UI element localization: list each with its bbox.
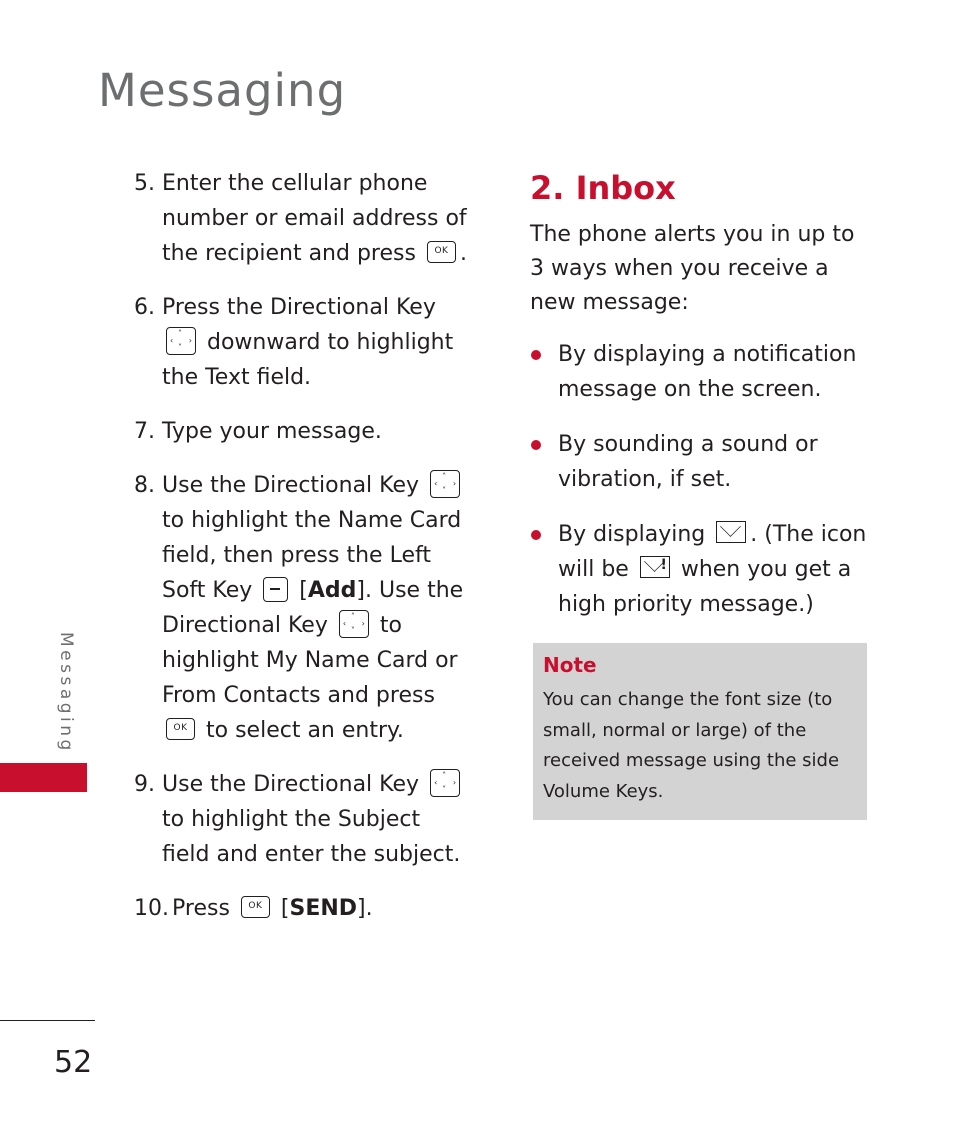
bullet-text: when you get a high priority message.) (558, 557, 852, 617)
step-text: Use the Directional Key (162, 772, 420, 797)
directional-key-icon: ˄ ˅ ‹ › (430, 769, 460, 797)
bullet-dot-icon (531, 350, 541, 360)
note-text: You can change the font size (to small, normal or large) of the received message using the side Volume Keys. (543, 689, 840, 802)
directional-key-icon: ˄ ˅ ‹ › (339, 610, 369, 638)
step-number: 5. (134, 171, 155, 196)
bullet-item (530, 517, 870, 622)
step-text: Enter the cellular phone number or email address of the recipient and press (162, 171, 467, 266)
step-number: 10. (134, 896, 169, 921)
steps-list (134, 166, 474, 945)
add-label: Add (307, 578, 357, 603)
directional-key-icon: ˄ ˅ ‹ › (430, 470, 460, 498)
bullet-text: By displaying a notification message on the screen. (558, 342, 857, 402)
bullet-text: By displaying (558, 522, 706, 547)
step-10 (134, 891, 474, 926)
section-intro: The phone alerts you in up to 3 ways when you receive a new message: (530, 222, 855, 315)
step-number: 8. (134, 473, 155, 498)
step-5 (134, 166, 474, 271)
page-title: Messaging (98, 64, 347, 117)
page-number: 52 (54, 1045, 93, 1080)
side-tab-label: Messaging (56, 632, 76, 754)
send-label: SEND (289, 896, 358, 921)
section-heading: 2. Inbox (530, 169, 676, 207)
side-tab-marker (0, 763, 87, 792)
bullet-item (530, 427, 870, 497)
step-9 (134, 767, 474, 872)
step-text: downward to highlight the Text field. (162, 330, 454, 390)
page-number-rule (0, 1020, 95, 1021)
ok-key-icon: OK (427, 241, 456, 263)
bullet-item (530, 337, 870, 407)
step-text: to highlight the Subject field and enter the subject. (162, 807, 461, 867)
priority-envelope-icon: ! (640, 556, 670, 578)
step-text: Press (172, 896, 230, 921)
bullet-dot-icon (531, 440, 541, 450)
bracket: ]. (357, 896, 373, 921)
step-6 (134, 290, 474, 395)
ok-key-icon: OK (241, 896, 270, 918)
step-text: to highlight My Name Card or From Contacts and press (162, 613, 458, 708)
directional-key-icon: ˄ ˅ ‹ › (166, 327, 196, 355)
step-number: 9. (134, 772, 155, 797)
step-text: Type your message. (162, 419, 382, 444)
step-8 (134, 468, 474, 748)
bullet-text: By sounding a sound or vibration, if set. (558, 432, 818, 492)
note-box (533, 643, 867, 820)
step-text: . (459, 241, 467, 266)
step-number: 6. (134, 295, 155, 320)
step-7 (134, 414, 474, 449)
step-text: to highlight the Name Card field, then press the Left Soft Key (162, 508, 462, 603)
step-number: 7. (134, 419, 155, 444)
left-soft-key-icon (263, 577, 288, 602)
inbox-section (530, 166, 870, 642)
bracket: [ (299, 578, 308, 603)
note-title: Note (543, 653, 597, 677)
step-text: ]. Use the Directional Key (162, 578, 464, 638)
step-text: to select an entry. (206, 718, 404, 743)
ok-key-icon: OK (166, 718, 195, 740)
bullet-dot-icon (531, 530, 541, 540)
step-text: Use the Directional Key (162, 473, 420, 498)
bracket: [ (280, 896, 290, 921)
envelope-icon (716, 521, 746, 543)
step-text: Press the Directional Key (162, 295, 436, 320)
bullet-text: . (The icon will be (558, 522, 867, 582)
